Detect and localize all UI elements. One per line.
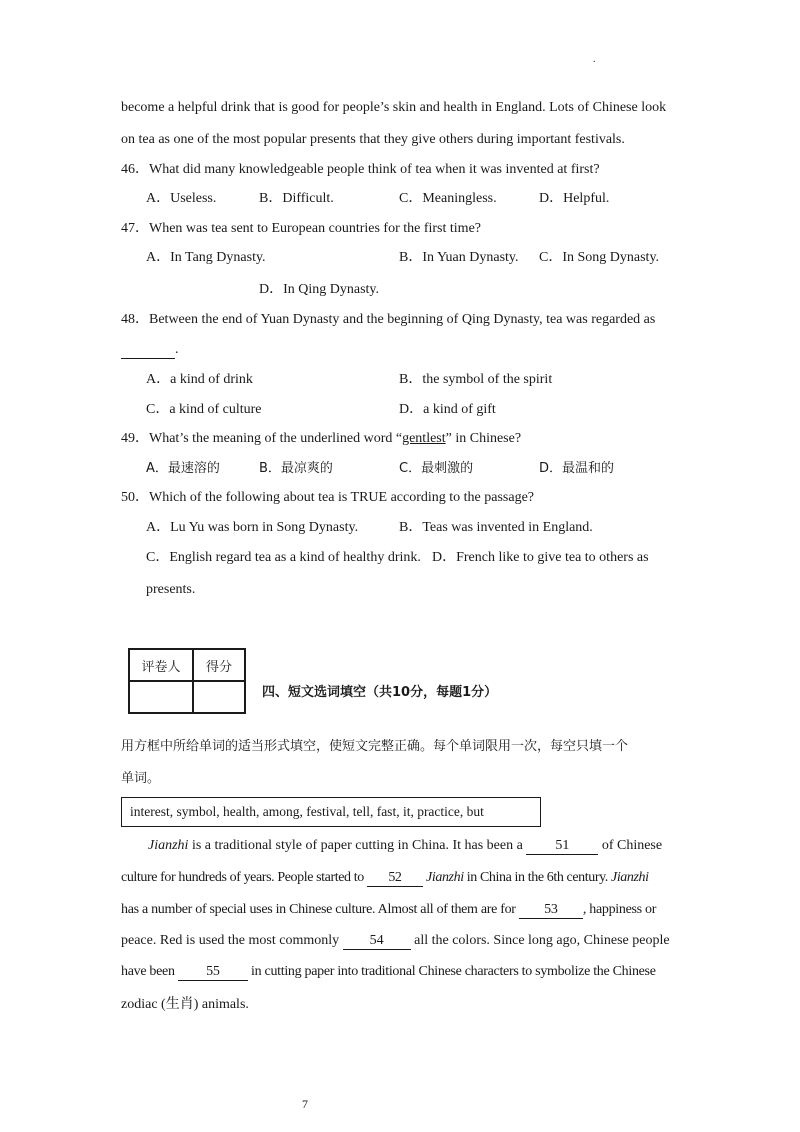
question-49-stem — [121, 430, 521, 448]
intro-line-2: on tea as one of the most popular presents that they give others during important festivals. — [121, 132, 625, 147]
instruction-line-1: 用方框中所给单词的适当形式填空，使短文完整正确。每个单词限用一次，每空只填一个 — [121, 739, 629, 754]
q46-option-b: B．Difficult. — [259, 191, 334, 206]
q48-option-b: B．the symbol of the spirit — [399, 372, 553, 387]
question-46-stem: 46．What did many knowledgeable people think of tea when it was invented at first? — [121, 162, 600, 177]
passage-text: , happiness or — [582, 902, 657, 917]
passage-text: have been — [121, 964, 178, 979]
q49-option-d: D．最温和的 — [539, 461, 615, 476]
passage-text: is a traditional style of paper cutting in China. It has been a — [188, 838, 527, 853]
q49-option-a: A．最速溶的 — [146, 461, 220, 476]
term-jianzhi: Jianzhi — [426, 870, 464, 885]
grader-label: 评卷人 — [129, 649, 193, 681]
q46-option-d: D．Helpful. — [539, 191, 610, 206]
q46-option-a: A．Useless. — [146, 191, 217, 206]
section-title: 四、短文选词填空（共10分，每题1分） — [262, 685, 498, 700]
question-48-stem-end: . — [175, 342, 179, 357]
q48-option-d: D．a kind of gift — [399, 402, 496, 417]
passage-text: in China in the 6th century. — [463, 870, 611, 885]
score-cell — [193, 681, 245, 713]
q50-option-d: D．French like to give tea to others as presents. — [146, 550, 649, 597]
q47-option-b: B．In Yuan Dynasty. — [399, 250, 519, 265]
score-label: 得分 — [193, 649, 245, 681]
question-50-stem: 50．Which of the following about tea is TRUE according to the passage? — [121, 490, 535, 505]
grader-cell — [129, 681, 193, 713]
score-table — [128, 648, 246, 714]
q50-option-c: C．English regard tea as a kind of healthy drink. — [146, 550, 421, 565]
passage-line-2 — [121, 869, 649, 887]
question-48-blank — [121, 341, 179, 359]
passage-line-5 — [121, 963, 656, 981]
question-49-stem-pre: 49．What’s the meaning of the underlined word “ — [121, 431, 403, 446]
blank-53: 53 — [519, 902, 583, 919]
word-box-text: interest, symbol, health, among, festival, tell, fast, it, practice, but — [130, 804, 484, 819]
page-number: 7 — [302, 1097, 308, 1111]
blank-54: 54 — [343, 933, 411, 950]
q50-option-b: B．Teas was invented in England. — [399, 520, 593, 535]
instruction-line-2: 单词。 — [121, 771, 161, 786]
q47-option-d: D．In Qing Dynasty. — [259, 282, 380, 297]
passage-line-6: zodiac (生肖) animals. — [121, 997, 249, 1012]
blank-52: 52 — [367, 870, 423, 887]
passage-text: all the colors. Since long ago, Chinese people — [410, 933, 670, 948]
passage-text: culture for hundreds of years. People started to — [121, 870, 367, 885]
q47-option-c: C．In Song Dynasty. — [539, 250, 660, 265]
q47-option-a: A．In Tang Dynasty. — [146, 250, 266, 265]
q48-option-c: C．a kind of culture — [146, 402, 262, 417]
underlined-word: gentlest — [402, 431, 446, 446]
passage-text: of Chinese — [598, 838, 663, 853]
q46-option-c: C．Meaningless. — [399, 191, 497, 206]
intro-line-1: become a helpful drink that is good for people’s skin and health in England. Lots of Chinese look — [121, 100, 667, 115]
q49-option-b: B．最凉爽的 — [259, 461, 333, 476]
passage-line-3 — [121, 901, 656, 919]
q48-option-a: A．a kind of drink — [146, 372, 253, 387]
header-mark: . — [593, 54, 596, 65]
question-49-stem-post: ” in Chinese? — [445, 431, 522, 446]
passage-line-4 — [121, 932, 670, 950]
passage-text: in cutting paper into traditional Chinese characters to symbolize the Chinese — [247, 964, 656, 979]
q50-option-a: A．Lu Yu was born in Song Dynasty. — [146, 520, 359, 535]
passage-text: peace. Red is used the most commonly — [121, 933, 343, 948]
passage-line-1 — [148, 837, 662, 855]
q49-option-c: C．最刺激的 — [399, 461, 474, 476]
passage-text: has a number of special uses in Chinese culture. Almost all of them are for — [121, 902, 519, 917]
term-jianzhi: Jianzhi — [148, 838, 189, 853]
blank-55: 55 — [178, 964, 248, 981]
question-47-stem: 47．When was tea sent to European countries for the first time? — [121, 221, 481, 236]
answer-blank — [121, 342, 175, 359]
term-jianzhi: Jianzhi — [611, 870, 649, 885]
blank-51: 51 — [526, 838, 598, 855]
question-48-stem: 48．Between the end of Yuan Dynasty and the beginning of Qing Dynasty, tea was regarded as — [121, 312, 656, 327]
